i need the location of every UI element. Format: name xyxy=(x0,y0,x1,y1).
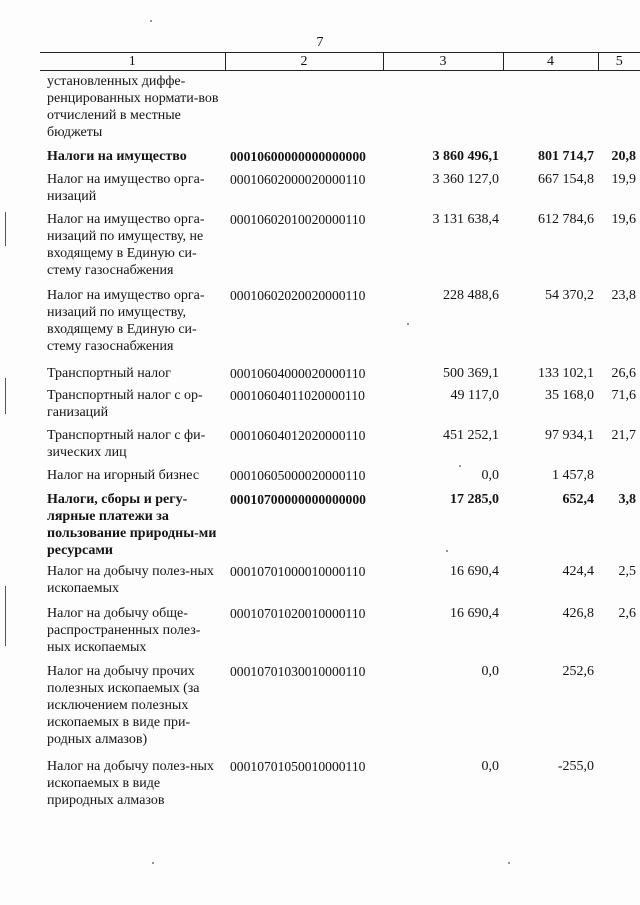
row-percent-cell: 2,6 xyxy=(618,605,636,621)
row-actual-value-cell: 54 370,2 xyxy=(545,287,594,303)
table-row xyxy=(40,423,640,463)
scan-edge-mark xyxy=(5,378,6,414)
row-plan-value-cell xyxy=(383,71,503,144)
scan-edge-mark xyxy=(5,586,6,646)
header-col-1: 1 xyxy=(40,53,225,71)
row-actual-value-cell: 652,4 xyxy=(562,491,594,507)
table-row xyxy=(40,71,640,144)
row-name-cell: Налог на добычу обще-распространенных полез-ных ископаемых xyxy=(47,605,201,655)
row-plan-value-cell: 0,0 xyxy=(481,467,499,483)
row-code-cell: 00010604012020000110 xyxy=(230,427,366,443)
row-plan-value-cell: 16 690,4 xyxy=(450,563,499,579)
scan-speck xyxy=(152,862,154,864)
table-row xyxy=(40,361,640,383)
row-actual-value-cell: 424,4 xyxy=(562,563,594,579)
row-percent-cell xyxy=(598,754,640,814)
row-percent-cell: 23,8 xyxy=(611,287,636,303)
row-percent-cell: 19,6 xyxy=(611,211,636,227)
row-code-cell: 00010605000020000110 xyxy=(230,467,366,483)
row-name-cell: установленных диффе-ренцированных нормати-вов отчислений в местные бюджеты xyxy=(47,74,219,140)
row-plan-value-cell: 3 131 638,4 xyxy=(432,211,499,227)
row-code-cell: 00010700000000000000 xyxy=(230,491,366,507)
row-plan-value-cell: 49 117,0 xyxy=(450,387,499,403)
table-row xyxy=(40,601,640,659)
row-name-cell: Налог на добычу прочих полезных ископаемых (за исключением полезных ископаемых в виде при-родных алмазов) xyxy=(47,663,200,747)
row-name-cell: Налог на добычу полез-ных ископаемых в виде природных алмазов xyxy=(47,758,214,808)
row-code-cell: 00010600000000000000 xyxy=(230,148,366,164)
table-row xyxy=(40,487,640,559)
row-actual-value-cell: 97 934,1 xyxy=(545,427,594,443)
row-name-cell: Транспортный налог с ор-ганизаций xyxy=(47,387,203,420)
page-number: 7 xyxy=(316,35,324,50)
row-plan-value-cell: 3 360 127,0 xyxy=(432,171,499,187)
row-plan-value-cell: 500 369,1 xyxy=(443,365,499,381)
row-plan-value-cell: 0,0 xyxy=(481,663,499,679)
row-actual-value-cell: 801 714,7 xyxy=(538,148,594,164)
row-name-cell: Налог на добычу полез-ных ископаемых xyxy=(47,563,214,596)
row-actual-value-cell: -255,0 xyxy=(557,758,594,774)
row-plan-value-cell: 451 252,1 xyxy=(443,427,499,443)
row-plan-value-cell: 16 690,4 xyxy=(450,605,499,621)
row-percent-cell xyxy=(598,463,640,487)
row-percent-cell: 3,8 xyxy=(618,491,636,507)
row-actual-value-cell: 133 102,1 xyxy=(538,365,594,381)
row-name-cell: Налоги, сборы и регу-лярные платежи за пользование природны-ми ресурсами xyxy=(47,491,217,558)
row-name-cell: Транспортный налог с фи-зических лиц xyxy=(47,427,206,460)
row-name-cell: Налог на имущество орга-низаций по имуществу, входящему в Единую си-стему газоснабжения xyxy=(47,287,205,354)
row-code-cell: 00010602010020000110 xyxy=(230,211,366,227)
scan-speck xyxy=(407,323,409,325)
row-actual-value-cell xyxy=(503,71,598,144)
row-plan-value-cell: 3 860 496,1 xyxy=(432,148,499,164)
row-code-cell: 00010602000020000110 xyxy=(230,171,366,187)
row-actual-value-cell: 252,6 xyxy=(562,663,594,679)
row-actual-value-cell: 35 168,0 xyxy=(545,387,594,403)
row-percent-cell xyxy=(598,71,640,144)
header-col-3: 3 xyxy=(383,53,503,71)
row-plan-value-cell: 0,0 xyxy=(481,758,499,774)
table-header xyxy=(40,53,640,71)
row-code-cell: 00010602020020000110 xyxy=(230,287,366,303)
row-code-cell: 00010604000020000110 xyxy=(230,365,366,381)
row-percent-cell: 19,9 xyxy=(611,171,636,187)
row-percent-cell: 26,6 xyxy=(611,365,636,381)
row-name-cell: Налоги на имущество xyxy=(47,148,187,164)
table-row xyxy=(40,754,640,814)
scan-speck xyxy=(446,550,448,552)
row-name-cell: Налог на игорный бизнес xyxy=(47,467,200,483)
row-percent-cell: 2,5 xyxy=(618,563,636,579)
scan-speck xyxy=(508,862,510,864)
table-row xyxy=(40,283,640,361)
table-row xyxy=(40,144,640,167)
scan-speck xyxy=(150,20,152,22)
header-col-4: 4 xyxy=(503,53,598,71)
table-row xyxy=(40,383,640,423)
row-code-cell: 00010701020010000110 xyxy=(230,605,366,621)
row-code-cell: 00010604011020000110 xyxy=(230,387,365,403)
table-row xyxy=(40,559,640,601)
table-row xyxy=(40,167,640,207)
table-row xyxy=(40,463,640,487)
row-percent-cell: 20,8 xyxy=(611,148,636,164)
row-name-cell: Налог на имущество орга-низаций xyxy=(47,171,205,204)
budget-table-container xyxy=(40,52,640,814)
row-actual-value-cell: 1 457,8 xyxy=(552,467,594,483)
row-percent-cell: 21,7 xyxy=(611,427,636,443)
table-body xyxy=(40,71,640,814)
table-row xyxy=(40,207,640,283)
row-code-cell: 00010701000010000110 xyxy=(230,563,366,579)
row-name-cell: Налог на имущество орга-низаций по имуществу, не входящему в Единую си-стему газоснабжения xyxy=(47,211,205,278)
row-code-cell: 00010701050010000110 xyxy=(230,758,366,774)
budget-table xyxy=(40,52,640,814)
table-row xyxy=(40,659,640,754)
row-code-cell xyxy=(225,71,383,144)
scan-edge-mark xyxy=(5,212,6,246)
header-row xyxy=(40,53,640,71)
row-actual-value-cell: 667 154,8 xyxy=(538,171,594,187)
header-col-5: 5 xyxy=(598,53,640,71)
row-actual-value-cell: 612 784,6 xyxy=(538,211,594,227)
row-code-cell: 00010701030010000110 xyxy=(230,663,366,679)
row-name-cell: Транспортный налог xyxy=(47,365,171,381)
row-plan-value-cell: 17 285,0 xyxy=(450,491,499,507)
row-plan-value-cell: 228 488,6 xyxy=(443,287,499,303)
row-actual-value-cell: 426,8 xyxy=(562,605,594,621)
scan-speck xyxy=(459,465,461,467)
row-percent-cell xyxy=(598,659,640,754)
header-col-2: 2 xyxy=(225,53,383,71)
row-percent-cell: 71,6 xyxy=(611,387,636,403)
